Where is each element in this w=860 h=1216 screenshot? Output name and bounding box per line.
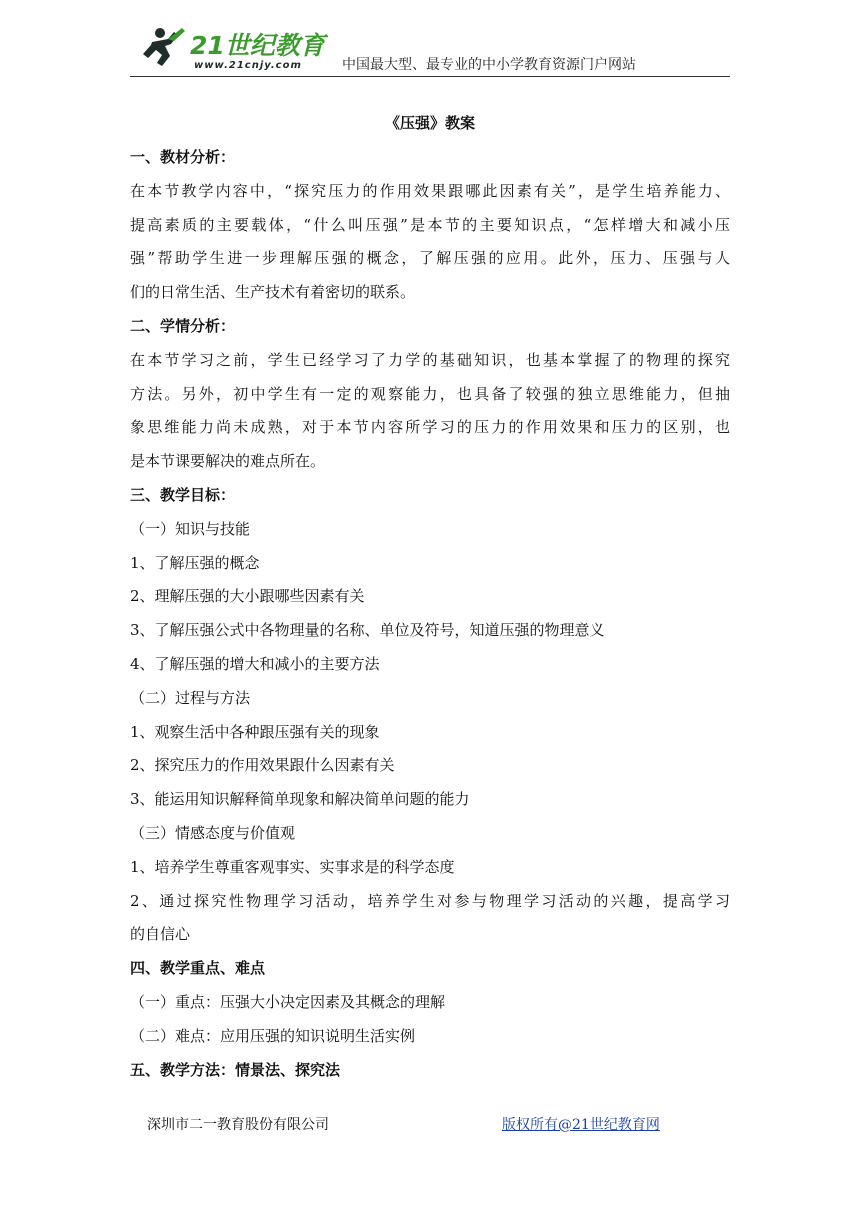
text-line: 是本节课要解决的难点所在。 [130, 452, 326, 471]
text-line: 3、了解压强公式中各物理量的名称、单位及符号，知道压强的物理意义 [130, 621, 605, 640]
text-line: 2、理解压强的大小跟哪些因素有关 [130, 587, 365, 606]
document-body [130, 141, 730, 1087]
paragraph-line: 强”帮助学生进一步理解压强的概念，了解压强的应用。此外，压力、压强与人 [130, 249, 730, 268]
text-line: 们的日常生活、生产技术有着密切的联系。 [130, 283, 416, 302]
text-line: （二）难点：应用压强的知识说明生活实例 [130, 1026, 416, 1045]
text-line: （一）重点：压强大小决定因素及其概念的理解 [130, 992, 446, 1011]
paragraph-line: 2、通过探究性物理学习活动，培养学生对参与物理学习活动的兴趣，提高学习 [130, 891, 730, 910]
page-header [130, 22, 730, 77]
footer-company: 深圳市二一教育股份有限公司 [147, 1117, 329, 1133]
paragraph-line: 象思维能力尚未成熟，对于本节内容所学习的压力的作用效果和压力的区别，也 [130, 418, 730, 437]
text-line: 1、观察生活中各种跟压强有关的现象 [130, 722, 380, 741]
paragraph-line: 方法。另外，初中学生有一定的观察能力，也具备了较强的独立思维能力，但抽 [130, 384, 730, 403]
paragraph-line: 提高素质的主要载体，“什么叫压强”是本节的主要知识点，“怎样增大和减小压 [130, 215, 730, 234]
text-line: （一）知识与技能 [130, 519, 251, 538]
paragraph-line: 在本节学习之前，学生已经学习了力学的基础知识，也基本掌握了的物理的探究 [130, 350, 730, 369]
runner-icon [143, 28, 185, 66]
text-line: 1、培养学生尊重客观事实、实事求是的科学态度 [130, 857, 455, 876]
footer-copyright-link[interactable]: 版权所有@21世纪教育网 [502, 1117, 660, 1133]
text-line: 2、探究压力的作用效果跟什么因素有关 [130, 756, 395, 775]
text-line: （三）情感态度与价值观 [130, 823, 296, 842]
logo-21cnjy [138, 24, 334, 72]
logo-brand: 21世纪教育 [190, 31, 325, 60]
text-line: 的自信心 [130, 925, 191, 944]
section-heading: 五、教学方法：情景法、探究法 [130, 1060, 341, 1079]
header-slogan: 中国最大型、最专业的中小学教育资源门户网站 [342, 57, 636, 73]
section-heading: 三、教学目标： [130, 485, 236, 504]
section-heading: 一、教材分析： [130, 148, 236, 166]
text-line: 3、能运用知识解释简单现象和解决简单问题的能力 [130, 790, 470, 809]
text-line: 4、了解压强的增大和减小的主要方法 [130, 654, 380, 673]
text-line: （二）过程与方法 [130, 688, 251, 707]
section-heading: 二、学情分析： [130, 316, 236, 335]
text-line: 1、了解压强的概念 [130, 553, 260, 572]
section-heading: 四、教学重点、难点 [130, 959, 266, 978]
logo-url: www.21cnjy.com [194, 60, 302, 71]
paragraph-line: 在本节教学内容中，“探究压力的作用效果跟哪此因素有关”，是学生培养能力、 [130, 181, 730, 200]
page-title: 《压强》教案 [384, 114, 475, 132]
